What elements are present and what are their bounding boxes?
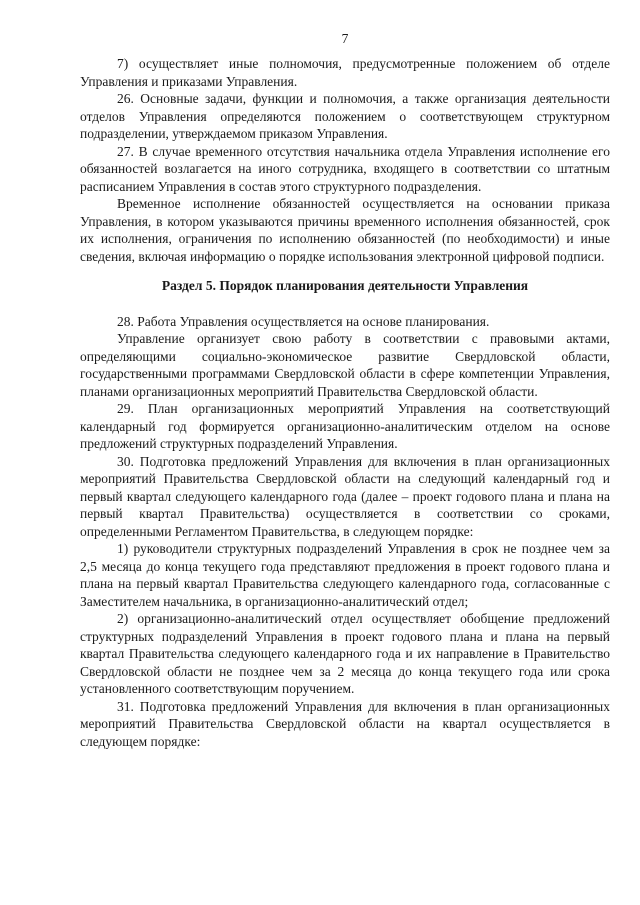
- paragraph-clause-26: 26. Основные задачи, функции и полномочия, а также организация деятельности отделов Управления определяются положением о соответствующем структурном подразделении, утверждаемом приказом Управления.: [80, 91, 610, 141]
- paragraph-clause-31: 31. Подготовка предложений Управления для включения в план организационных мероприятий Правительства Свердловской области на квартал осуществляется в следующем порядке:: [80, 698, 610, 749]
- paragraph-clause-28: 28. Работа Управления осуществляется на основе планирования.: [117, 313, 490, 329]
- paragraph-work-organization: Управление организует свою работу в соответствии с правовыми актами, определяющими социально-экономическое развитие Свердловской области, государственными программами Свердловской области в сфере компетенции Управления, планами организационных мероприятий Правительства Свердловской области.: [80, 331, 610, 399]
- paragraph-temporary-duties: Временное исполнение обязанностей осуществляется на основании приказа Управления, в котором указываются причины временного исполнения обязанностей, срок их исполнения, ограничения по исполнению обязанностей (по необходимости) и иные сведения, включая информацию о порядке использования электронной цифровой подписи.: [80, 196, 610, 264]
- page-number: 7: [341, 31, 349, 46]
- paragraph-item-7: 7) осуществляет иные полномочия, предусмотренные положением об отделе Управления и приказами Управления.: [80, 56, 610, 89]
- paragraph-clause-29: 29. План организационных мероприятий Управления на соответствующий календарный год формируется организационно-аналитическим отделом на основе предложений структурных подразделений Управления.: [80, 401, 610, 451]
- paragraph-subitem-2: 2) организационно-аналитический отдел осуществляет обобщение предложений структурных подразделений Управления в проект годового плана и плана на первый квартал Правительства следующего календарного года и их направление в Правительство Свердловской области не позднее чем за 2 месяца до конца текущего года или срока установленного соответствующим поручением.: [80, 611, 610, 696]
- section-heading: Раздел 5. Порядок планирования деятельности Управления: [161, 278, 529, 293]
- paragraph-clause-30: 30. Подготовка предложений Управления для включения в план организационных мероприятий Правительства Свердловской области на следующий календарный год и первый квартал следующего календарного года (далее – проект годового плана и плана на первый квартал Правительства) осуществляется в соответствии со сроками, определенными Регламентом Правительства, в следующем порядке:: [80, 453, 610, 539]
- paragraph-clause-27: 27. В случае временного отсутствия начальника отдела Управления исполнение его обязанностей возлагается на иного сотрудника, входящего в соответствии со штатным расписанием Управления в состав этого структурного подразделения.: [80, 143, 610, 194]
- document-page: [80, 30, 610, 750]
- paragraph-subitem-1: 1) руководители структурных подразделений Управления в срок не позднее чем за 2,5 месяца до конца текущего года представляют предложения в проект годового плана и плана на первый квартал Правительства следующего календарного года, согласованные с Заместителем начальника, в организационно-аналитический отдел;: [80, 541, 610, 609]
